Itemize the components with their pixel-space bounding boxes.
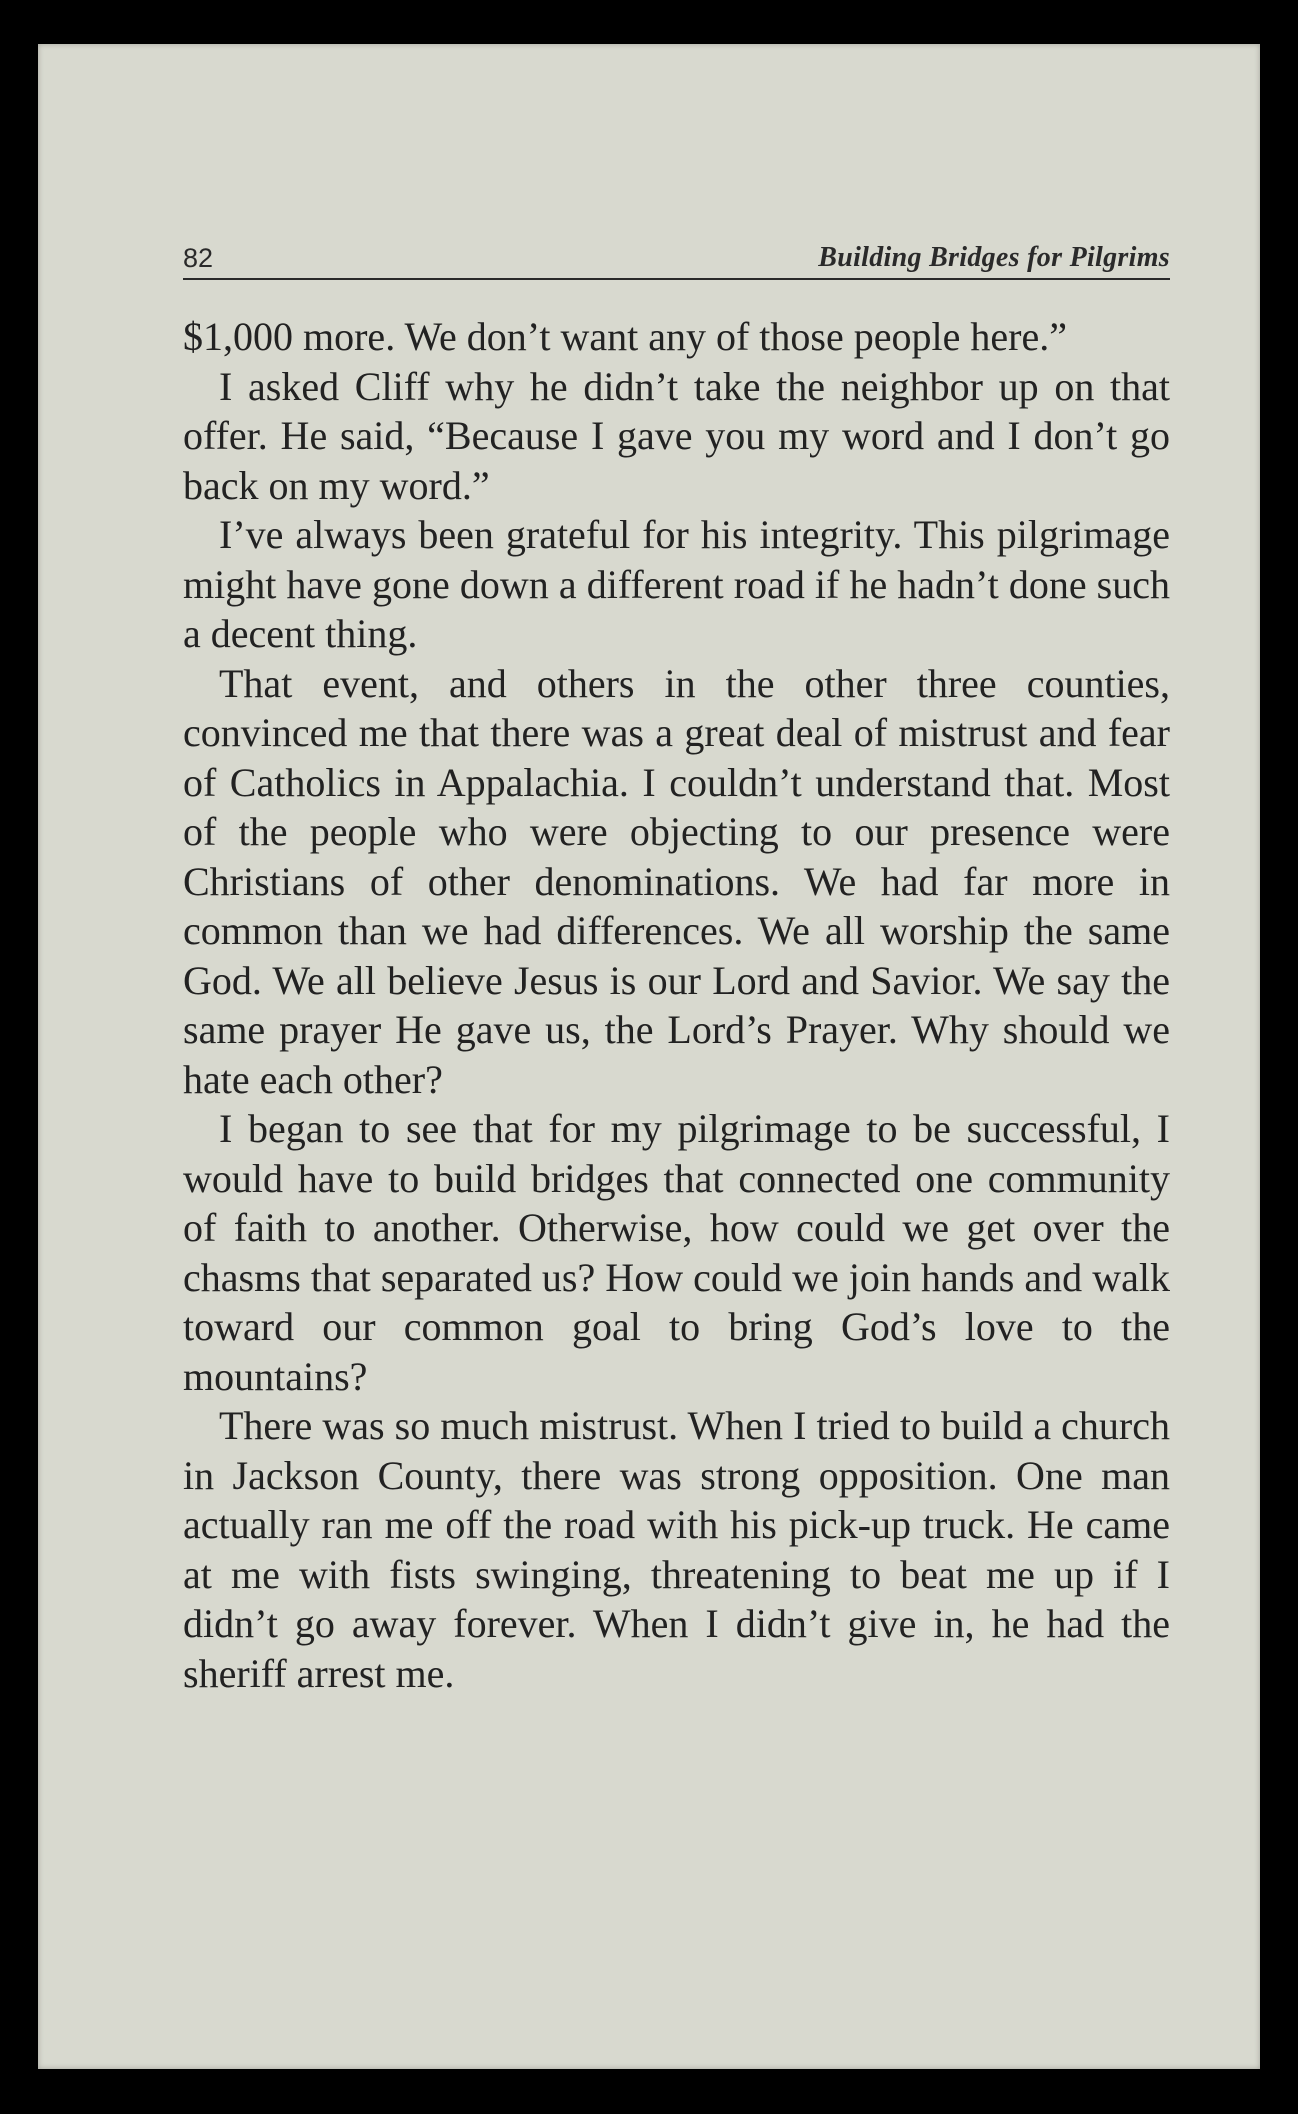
paragraph: I’ve always been grateful for his integrity. This pilgrimage might have gone down a different road if he hadn’t done such a decent thing.	[183, 512, 1170, 656]
paragraph: That event, and others in the other three counties, convinced me that there was a great deal of mistrust and fear of Catholics in Appalachia. I couldn’t understand that. Most of the people who were objecting to our presence were Christians of other denominations. We had far more in common than we had differences. We all worship the same God. We all believe Jesus is our Lord and Savior. We say the same prayer He gave us, the Lord’s Prayer. Why should we hate each other?	[183, 660, 1170, 1102]
paragraph: I began to see that for my pilgrimage to be successful, I would have to build bridges that connected one community of faith to another. Otherwise, how could we get over the chasms that separated us? How could we join hands and walk toward our common goal to bring God’s love to the mountains?	[183, 1106, 1170, 1399]
body-text	[183, 312, 1170, 1698]
paragraph: I asked Cliff why he didn’t take the neighbor up on that offer. He said, “Because I gave you my word and I don’t go back on my word.”	[183, 363, 1170, 508]
book-page	[38, 44, 1260, 2069]
paragraph: $1,000 more. We don’t want any of those people here.”	[183, 314, 1067, 359]
page-header	[183, 242, 1170, 280]
paragraph: There was so much mistrust. When I tried to build a church in Jackson County, there was strong opposition. One man actually ran me off the road with his pick-up truck. He came at me with fists swinging, threatening to beat me up if I didn’t go away forever. When I didn’t give in, he had the sheriff arrest me.	[183, 1403, 1170, 1696]
running-title: Building Bridges for Pilgrims	[818, 242, 1170, 273]
page-number: 82	[183, 243, 214, 273]
